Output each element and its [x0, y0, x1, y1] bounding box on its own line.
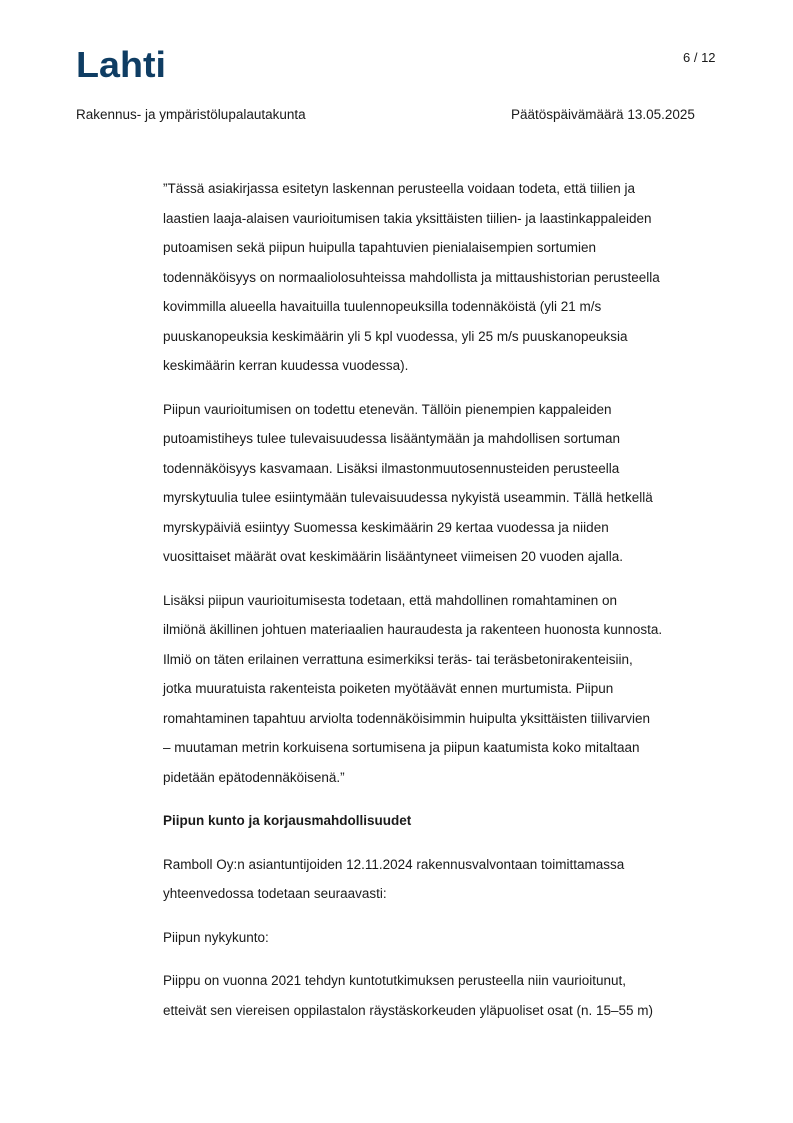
- text-line: Piipun vaurioitumisen on todettu etenevän. Tällöin pienempien kappaleiden: [163, 401, 612, 417]
- page-number: 6 / 12: [683, 50, 716, 65]
- decision-date: Päätöspäivämäärä 13.05.2025: [511, 107, 695, 122]
- text-line: myrskytuulia tulee esiintymään tulevaisuudessa nykyistä useammin. Tällä hetkellä: [163, 490, 653, 505]
- text-line: yhteenvedossa todetaan seuraavasti:: [163, 886, 387, 901]
- text-line: jotka muuratuista rakenteista poiketen myötäävät ennen murtumista. Piipun: [163, 681, 614, 696]
- document-body: [163, 174, 723, 1039]
- text-line: myrskypäiviä esiintyy Suomessa keskimäärin 29 kertaa vuodessa ja niiden: [163, 519, 609, 535]
- text-line: putoamisen sekä piipun huipulla tapahtuvien pienialaisempien sortumien: [163, 240, 597, 255]
- text-line: etteivät sen viereisen oppilastalon räystäskorkeuden yläpuoliset osat (n. 15–55 m): [163, 1002, 654, 1018]
- text-line: ”Tässä asiakirjassa esitetyn laskennan perusteella voidaan todeta, että tiilien ja: [163, 181, 636, 196]
- paragraph-ramboll: [163, 850, 723, 909]
- text-line: Piippu on vuonna 2021 tehdyn kuntotutkimuksen perusteella niin vaurioitunut,: [163, 973, 627, 988]
- text-line: Lisäksi piipun vaurioitumisesta todetaan, että mahdollinen romahtaminen on: [163, 592, 618, 608]
- text-line: ilmiönä äkillinen johtuen materiaalien hauraudesta ja rakenteen huonosta kunnosta.: [163, 622, 663, 637]
- lahti-logo-text: Lahti: [76, 49, 166, 81]
- quote-paragraph-1: [163, 174, 723, 381]
- text-line: pidetään epätodennäköisenä.”: [163, 769, 345, 785]
- committee-name: Rakennus- ja ympäristölupalautakunta: [76, 107, 306, 122]
- text-line: Ramboll Oy:n asiantuntijoiden 12.11.2024 rakennusvalvontaan toimittamassa: [163, 856, 625, 872]
- subheading-current-condition: Piipun nykykunto:: [163, 929, 269, 945]
- text-line: keskimäärin kerran kuudessa vuodessa).: [163, 358, 409, 373]
- quote-paragraph-2: [163, 395, 723, 572]
- text-line: putoamistiheys tulee tulevaisuudessa lisääntymään ja mahdollisen sortuman: [163, 431, 621, 446]
- text-line: Ilmiö on täten erilainen verrattuna esimerkiksi teräs- tai teräsbetonirakenteisiin,: [163, 651, 633, 667]
- text-line: vuosittaiset määrät ovat keskimäärin lisääntyneet viimeisen 20 vuoden ajalla.: [163, 549, 623, 564]
- text-line: – muutaman metrin korkuisena sortumisena ja piipun kaatumista koko mitaltaan: [163, 740, 640, 755]
- text-line: puuskanopeuksia keskimäärin yli 5 kpl vuodessa, yli 25 m/s puuskanopeuksia: [163, 328, 628, 344]
- text-line: romahtaminen tapahtuu arviolta todennäköisimmin huipulta yksittäisten tiilivarvien: [163, 710, 651, 726]
- text-line: laastien laaja-alaisen vaurioitumisen takia yksittäisten tiilien- ja laastinkappaleiden: [163, 210, 652, 226]
- paragraph-chimney-condition: [163, 966, 723, 1025]
- text-line: todennäköisyys on normaaliolosuhteissa mahdollista ja mittaushistorian perusteella: [163, 269, 660, 285]
- section-heading: Piipun kunto ja korjausmahdollisuudet: [163, 813, 412, 828]
- text-line: kovimmilla alueella havaituilla tuulennopeuksilla todennäköistä (yli 21 m/s: [163, 299, 602, 314]
- lahti-logo: [76, 49, 168, 81]
- text-line: todennäköisyys kasvamaan. Lisäksi ilmastonmuutosennusteiden perusteella: [163, 460, 620, 476]
- quote-paragraph-3: [163, 586, 723, 793]
